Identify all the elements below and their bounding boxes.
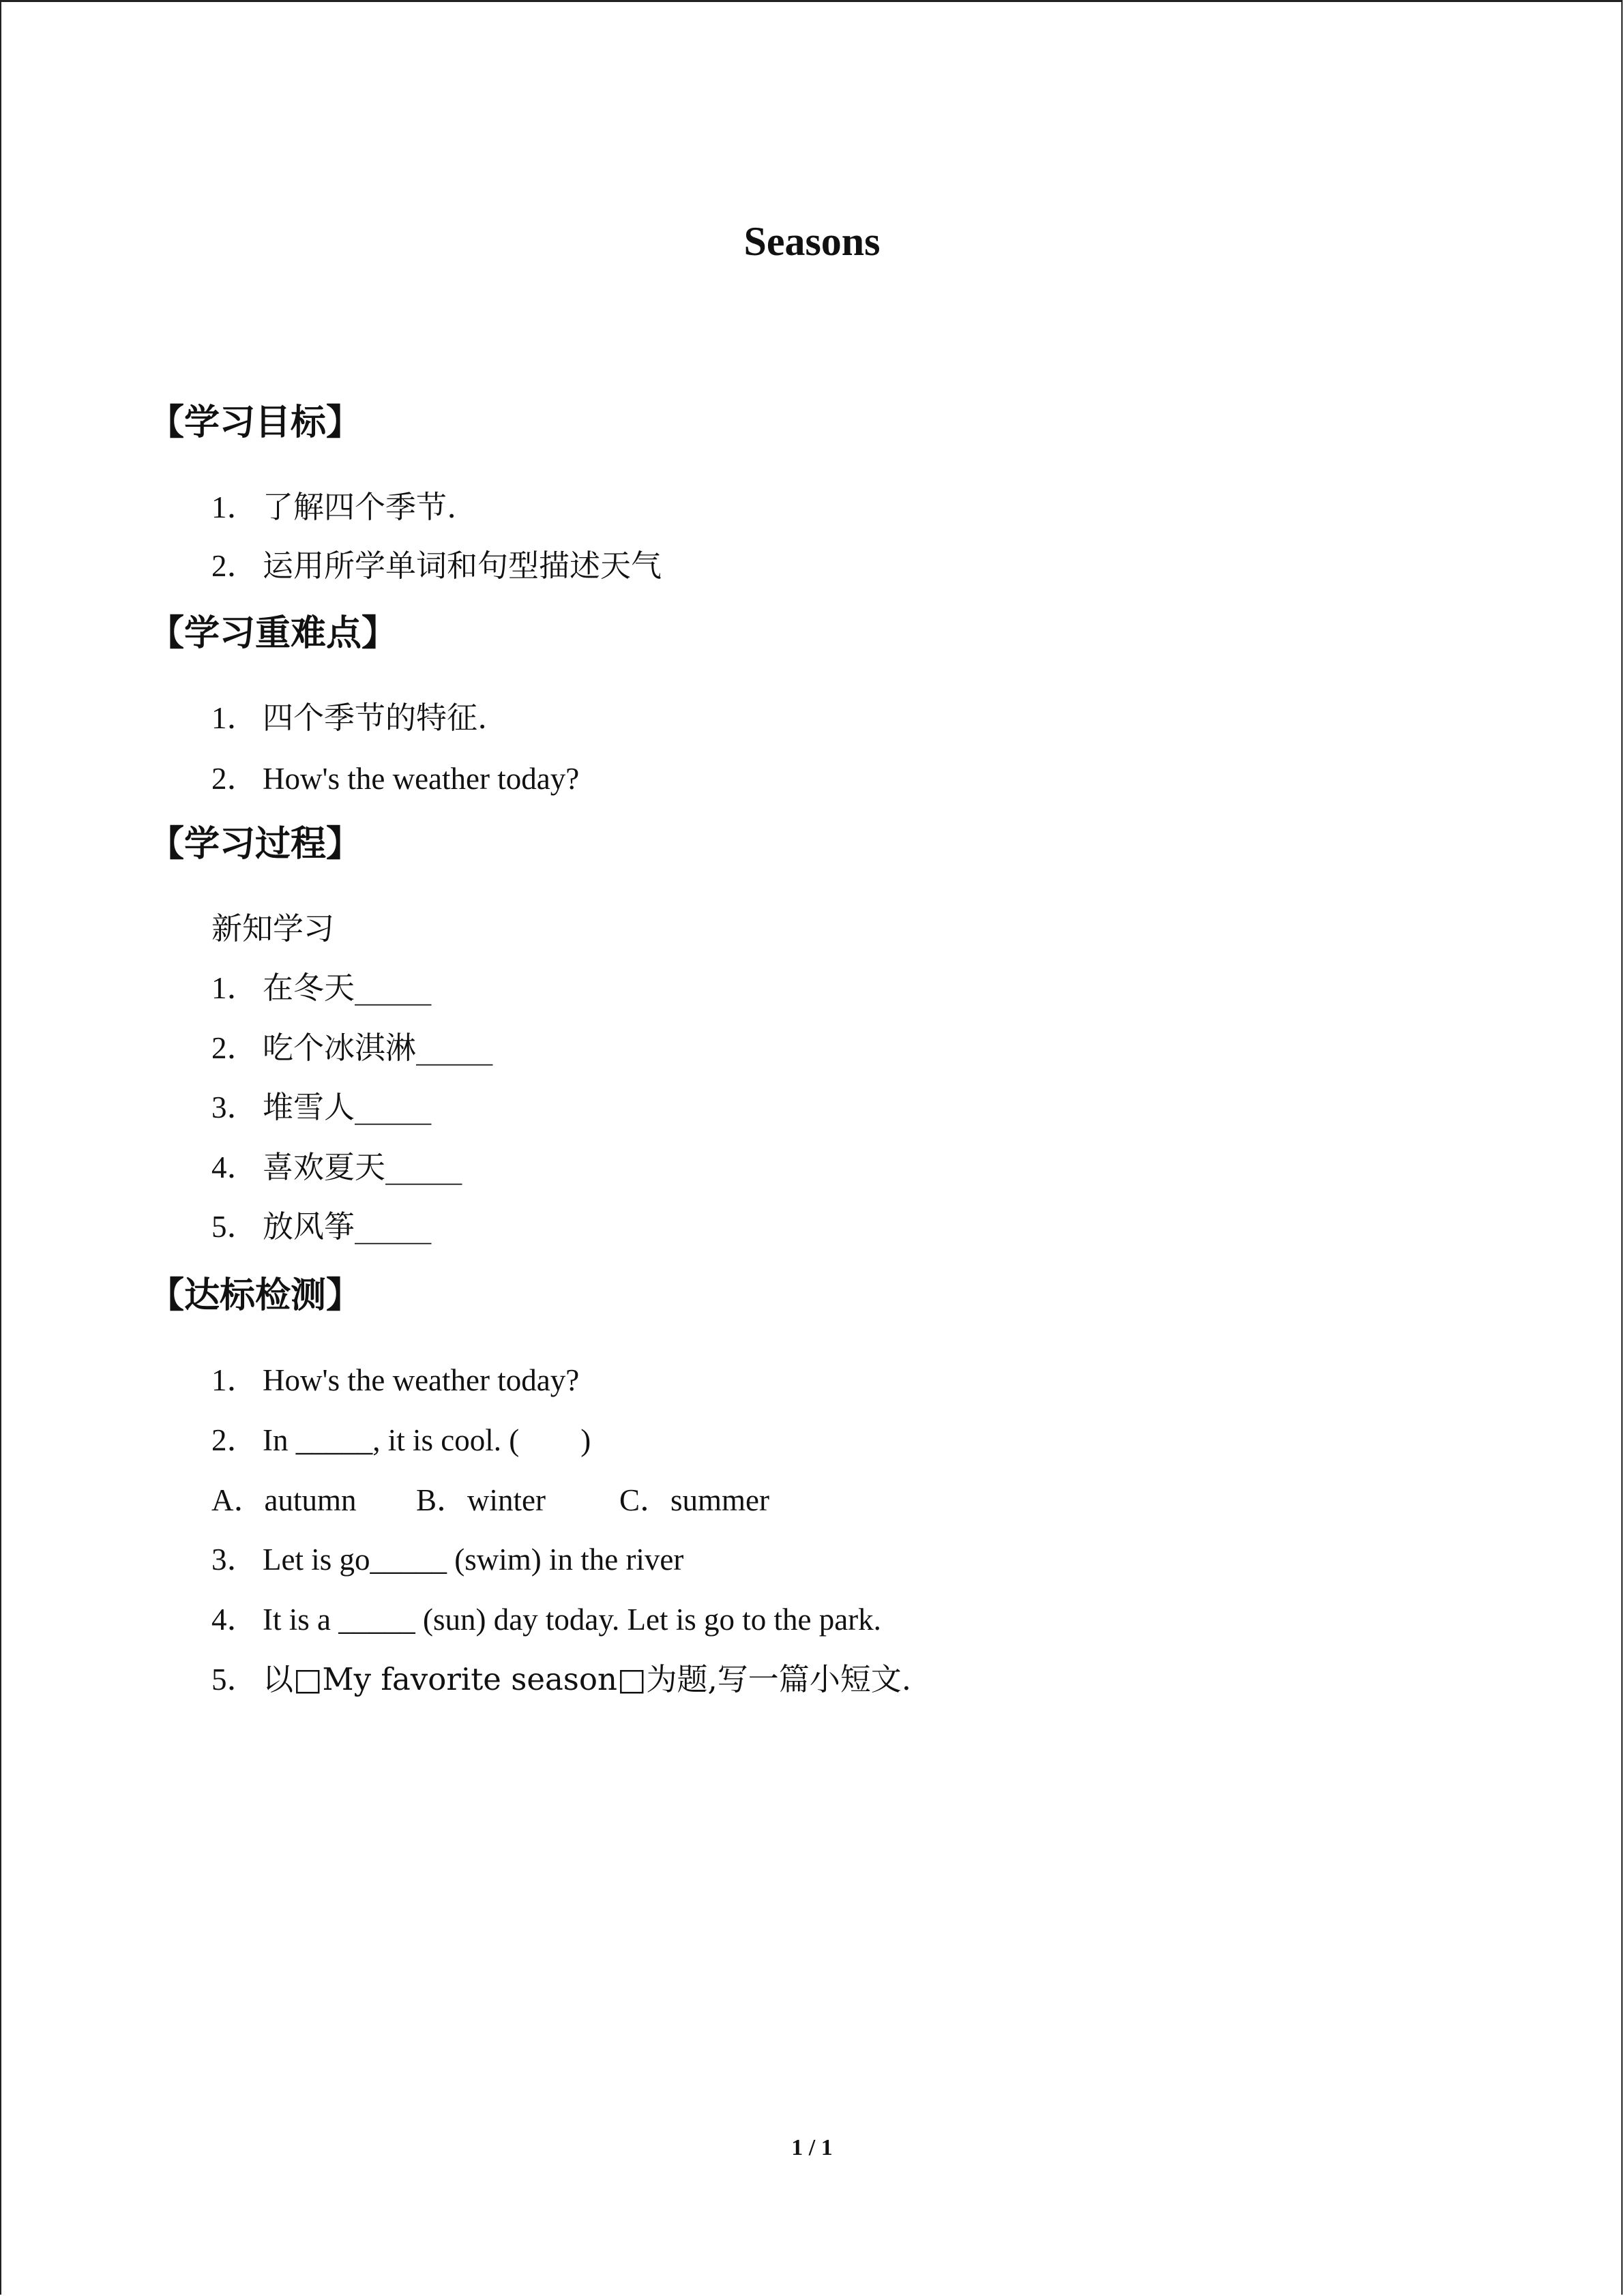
item-text: 运用所学单词和句型描述天气 xyxy=(263,548,662,584)
item-number: 1． xyxy=(211,971,258,1005)
option-a: A．autumn xyxy=(211,1483,357,1517)
item-text: It is a _____ (sun) day today. Let is go to the park. xyxy=(263,1602,881,1637)
section-heading-process: 【学习过程】 xyxy=(149,824,362,865)
answer-options xyxy=(211,1481,769,1519)
option-c: C．summer xyxy=(619,1483,769,1517)
item-number: 1． xyxy=(211,1363,258,1397)
item-number: 4． xyxy=(211,1602,258,1637)
item-number: 1． xyxy=(211,490,258,524)
process-item xyxy=(211,969,432,1007)
item-text: 在冬天_____ xyxy=(263,970,432,1006)
item-text: 喜欢夏天_____ xyxy=(263,1149,462,1185)
process-subheading: 新知学习 xyxy=(211,910,335,946)
test-item xyxy=(211,1421,591,1459)
section-heading-objectives: 【学习目标】 xyxy=(149,402,362,443)
test-item xyxy=(211,1660,911,1699)
item-number: 2． xyxy=(211,762,258,796)
test-item xyxy=(211,1600,881,1639)
key-point-item xyxy=(211,699,487,737)
objective-item xyxy=(211,488,456,526)
item-text: How's the weather today? xyxy=(263,1363,580,1397)
item-text: In _____, it is cool. ( ) xyxy=(263,1423,591,1457)
option-b: B．winter xyxy=(416,1483,546,1517)
key-point-item xyxy=(211,760,579,798)
process-item xyxy=(211,1029,493,1067)
item-text: How's the weather today? xyxy=(263,762,580,796)
process-item xyxy=(211,1088,432,1127)
section-heading-key-points: 【学习重难点】 xyxy=(149,613,398,654)
item-number: 3． xyxy=(211,1090,258,1124)
item-text: 四个季节的特征. xyxy=(263,700,488,736)
section-heading-test: 【达标检测】 xyxy=(149,1275,362,1316)
page-number: 1 / 1 xyxy=(791,2135,833,2160)
item-number: 3． xyxy=(211,1542,258,1577)
item-text: Let is go_____ (swim) in the river xyxy=(263,1542,684,1577)
objective-item xyxy=(211,547,662,585)
test-item xyxy=(211,1361,579,1399)
document-title: Seasons xyxy=(743,219,881,264)
item-text: 了解四个季节. xyxy=(263,489,457,525)
item-text: 以□My favorite season□为题,写一篇小短文. xyxy=(263,1661,912,1697)
item-number: 2． xyxy=(211,1031,258,1065)
item-number: 4． xyxy=(211,1150,258,1184)
item-text: 放风筝_____ xyxy=(263,1208,432,1244)
item-text: 吃个冰淇淋_____ xyxy=(263,1030,493,1066)
process-item xyxy=(211,1148,462,1187)
item-number: 2． xyxy=(211,1423,258,1457)
item-number: 2． xyxy=(211,549,258,583)
item-number: 1． xyxy=(211,701,258,735)
item-text: 堆雪人_____ xyxy=(263,1089,432,1125)
item-number: 5． xyxy=(211,1210,258,1244)
test-item xyxy=(211,1540,683,1579)
process-item xyxy=(211,1208,432,1246)
item-number: 5． xyxy=(211,1663,258,1697)
